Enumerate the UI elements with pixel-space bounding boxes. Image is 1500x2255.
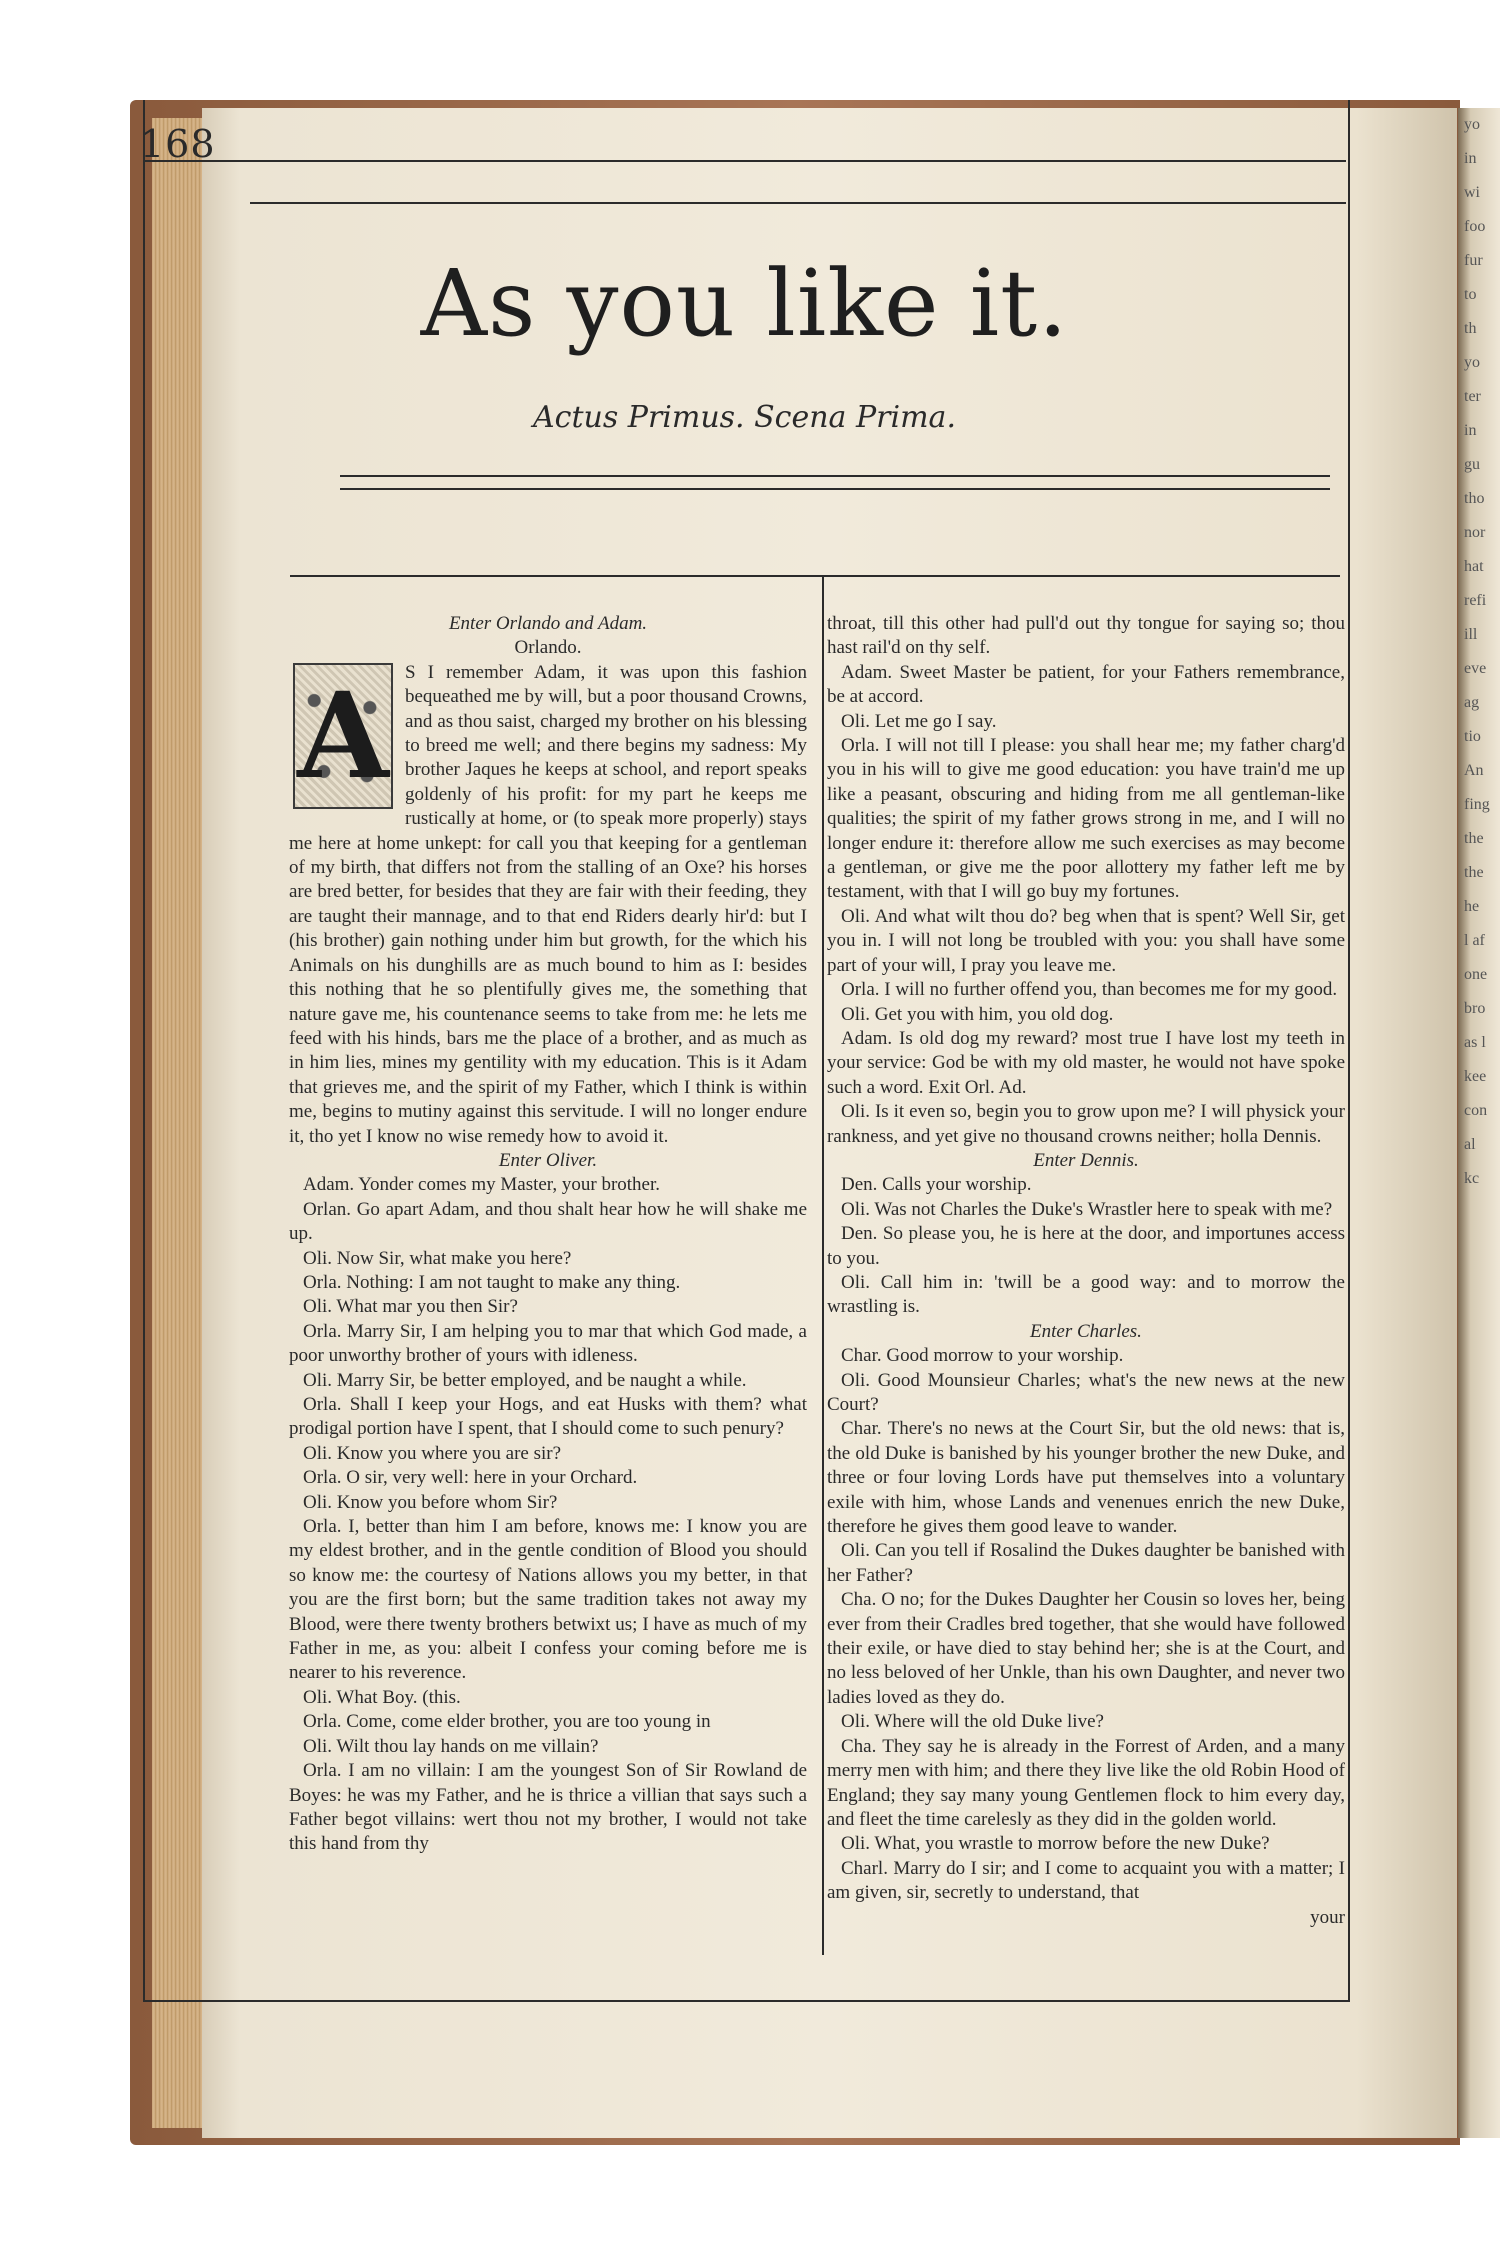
dialogue-line: Orla. Shall I keep your Hogs, and eat Husks with them? what prodigal portion have I spent, that I should come to such penury? [289, 1394, 807, 1440]
next-page-fragment: An [1464, 762, 1484, 779]
next-page-fragment: the [1464, 864, 1484, 881]
next-page-fragment: in [1464, 422, 1477, 439]
next-page-fragment: yo [1464, 116, 1480, 133]
dialogue-line: Oli. Get you with him, you old dog. [841, 1003, 1114, 1025]
dialogue-line: Oli. Let me go I say. [841, 710, 997, 732]
dialogue-line: Oli. Wilt thou lay hands on me villain? [303, 1735, 599, 1757]
speaker-name: Orlando. [514, 637, 582, 659]
opening-speech [289, 661, 807, 1149]
dialogue-line: Oli. What mar you then Sir? [303, 1296, 518, 1318]
next-page-fragment: nor [1464, 524, 1486, 541]
page-number: 168 [140, 122, 216, 166]
dialogue-line: Oli. Can you tell if Rosalind the Dukes daughter be banished with her Father? [827, 1540, 1345, 1586]
play-title: As you like it. [420, 250, 1069, 357]
next-page-fragment: as l [1464, 1034, 1486, 1051]
next-page-fragment: hat [1464, 558, 1484, 575]
stage-direction: Enter Orlando and Adam. [448, 613, 648, 634]
next-page-fragment: al [1464, 1136, 1476, 1153]
dialogue-line: Oli. Was not Charles the Duke's Wrastler here to speak with me? [841, 1198, 1333, 1220]
dialogue-line: throat, till this other had pull'd out thy tongue for saying so; thou hast rail'd on thy self. [827, 613, 1345, 659]
title-rule [340, 475, 1330, 477]
opening-speech-text: S I remember Adam, it was upon this fashion bequeathed me by will, but a poor thousand Crowns, and as thou saist, charged my brother on his blessing to breed me well; and there begins my sadness: My brother Jaques he keeps at school, and report speaks goldenly of his profit: for my part he keeps me rustically at home, or (to speak more properly) stays me here at home unkept: for call you that keeping for a gentleman of my birth, that differs not from the stalling of an Oxe? his horses are bred better, for besides that they are fair with their feeding, they are taught their mannage, and to that end Riders dearly hir'd: but I (his brother) gain nothing under him but growth, for the which his Animals on his dunghills are as much bound to him as I: besides this nothing that he so plentifully gives me, the something that nature gave me, his countenance seems to take from me: he lets me feed with his hinds, bars me the place of a brother, and as much as in him lies, mines my gentility with my education. This is it Adam that grieves me, and the spirit of my Father, which I think is within me, begins to mutiny against this servitude. I will no longer endure it, tho yet I know no wise remedy how to avoid it. [289, 661, 807, 1147]
next-page-fragment: ter [1464, 388, 1481, 405]
dialogue-line: Oli. And what wilt thou do? beg when that is spent? Well Sir, get you in. I will not long be troubled with you: you shall have some part of your will, I pray you leave me. [827, 905, 1345, 976]
next-page-fragments [1458, 108, 1500, 1196]
next-page-fragment: gu [1464, 456, 1480, 473]
act-rule [290, 575, 1340, 577]
next-page-fragment: yo [1464, 354, 1480, 371]
dialogue-line: Orla. O sir, very well: here in your Orchard. [303, 1467, 638, 1489]
dialogue-line: Oli. Is it even so, begin you to grow upon me? I will physick your rankness, and yet give no thousand crowns neither; holla Dennis. [827, 1101, 1345, 1147]
dialogue-line: Orla. I will not till I please: you shall hear me; my father charg'd you in his will to give me good education: you have train'd me up like a peasant, obscuring and hiding from me all gentleman-like qualities; the spirit of my father grows strong in me, and I will no longer endure it: therefore allow me such exercises as may become a gentleman, or give me the poor allottery my father left me by testament, with that I will go buy my fortunes. [827, 735, 1345, 903]
dialogue-line: Orlan. Go apart Adam, and thou shalt hear how he will shake me up. [289, 1198, 807, 1245]
stage-direction: Enter Dennis. [1033, 1149, 1139, 1171]
next-page-fragment: ill [1464, 626, 1478, 643]
header-rule-bottom [250, 202, 1346, 204]
next-page-fragment: kee [1464, 1068, 1487, 1085]
next-page-fragment: fing [1464, 796, 1490, 813]
next-page-fragment: tio [1464, 728, 1481, 745]
next-page-fragment: foo [1464, 218, 1486, 235]
dialogue-line: Oli. Know you where you are sir? [303, 1442, 562, 1464]
stage-direction: Enter Charles. [1030, 1320, 1142, 1342]
next-page-fragment: l af [1464, 932, 1485, 949]
next-page-fragment: ag [1464, 694, 1480, 711]
dialogue-line: Cha. O no; for the Dukes Daughter her Cousin so loves her, being ever from their Cradles bred together, that she would have followed their exile, or have died to stay behind her; she is at the Court, and no less beloved of her Unkle, than his own Daughter, and never two ladies loved as they do. [827, 1589, 1345, 1708]
dialogue-line: Cha. They say he is already in the Forrest of Arden, and a many merry men with him; and there they live like the old Robin Hood of England; they say many young Gentlemen flock to him every day, and fleet the time carelesly as they did in the golden world. [827, 1735, 1345, 1830]
dialogue-line: Oli. What, you wrastle to morrow before the new Duke? [841, 1833, 1270, 1855]
dialogue-line: Char. Good morrow to your worship. [841, 1345, 1124, 1367]
dialogue-line: Orla. I am no villain: I am the youngest Son of Sir Rowland de Boyes: he was my Father, and he is thrice a villian that says such a Father begot villains: wert thou not my brother, I would not take this hand from thy [289, 1760, 807, 1855]
dialogue-line: Oli. Good Mounsieur Charles; what's the new news at the new Court? [827, 1369, 1345, 1415]
next-page-fragment: kc [1464, 1170, 1480, 1187]
next-page-fragment: tho [1464, 490, 1485, 507]
next-page-fragment: wi [1464, 184, 1480, 201]
dialogue-line: Den. So please you, he is here at the door, and importunes access to you. [827, 1223, 1345, 1269]
dialogue-line: Orla. Come, come elder brother, you are too young in [303, 1711, 711, 1733]
next-page-fragment: con [1464, 1102, 1488, 1119]
title-rule-2 [340, 488, 1330, 490]
header-rule-top [143, 160, 1346, 162]
next-page-fragment: refi [1464, 592, 1487, 609]
next-page-fragment: in [1464, 150, 1477, 167]
dialogue-line: Orla. Marry Sir, I am helping you to mar that which God made, a poor unworthy brother of yours with idleness. [289, 1320, 807, 1367]
next-page-fragment: th [1464, 320, 1477, 337]
left-column [289, 612, 807, 1857]
dialogue-line: Orla. I will no further offend you, than becomes me for my good. [841, 979, 1338, 1001]
stage-direction: Enter Oliver. [498, 1149, 598, 1171]
dialogue-line: Adam. Yonder comes my Master, your brother. [303, 1174, 661, 1196]
dialogue-line: Char. There's no news at the Court Sir, but the old news: that is, the old Duke is banished by his younger brother the new Duke, and three or four loving Lords have put themselves into a voluntary exile with him, whose Lands and venenues enrich the new Duke, therefore he gives them good leave to wander. [827, 1418, 1345, 1538]
dialogue-line: Oli. Now Sir, what make you here? [303, 1247, 572, 1269]
column-divider [822, 577, 824, 1955]
dialogue-line: Oli. Know you before whom Sir? [303, 1491, 558, 1513]
dialogue-line: Orla. Nothing: I am not taught to make any thing. [303, 1271, 681, 1293]
floral-drop-cap-icon [293, 663, 393, 809]
dialogue-line: Charl. Marry do I sir; and I come to acquaint you with a matter; I am given, sir, secretly to understand, that [827, 1857, 1345, 1904]
dialogue-line: Adam. Is old dog my reward? most true I have lost my teeth in your service: God be with my old master, he would not have spoke such a word. Exit Orl. Ad. [827, 1027, 1345, 1098]
dialogue-line: Orla. I, better than him I am before, knows me: I know you are my eldest brother, and in the gentle condition of Blood you should so know me: the courtesy of Nations allows you my better, in that you are the first born; but the same tradition takes not away my Blood, were there twenty brothers betwixt us; I have as much of my Father in me, as you: albeit I confess your coming before me is nearer to his reverence. [289, 1516, 807, 1684]
dialogue-line: Oli. Where will the old Duke live? [841, 1711, 1104, 1733]
dialogue-line: Adam. Sweet Master be patient, for your Fathers remembrance, be at accord. [827, 661, 1345, 708]
dialogue-line: Oli. Call him in: 'twill be a good way: and to morrow the wrastling is. [827, 1271, 1345, 1318]
right-page-edge [1458, 108, 1500, 2138]
dialogue-line: Den. Calls your worship. [841, 1174, 1032, 1196]
next-page-fragment: fur [1464, 252, 1483, 269]
catchword: your [1310, 1906, 1345, 1928]
next-page-fragment: to [1464, 286, 1477, 303]
act-scene-heading: Actus Primus. Scena Prima. [533, 400, 956, 435]
next-page-fragment: bro [1464, 1000, 1486, 1017]
next-page-fragment: the [1464, 830, 1484, 847]
next-page-fragment: eve [1464, 660, 1487, 677]
next-page-fragment: he [1464, 898, 1480, 915]
right-column [827, 612, 1345, 1930]
dialogue-line: Oli. Marry Sir, be better employed, and be naught a while. [303, 1369, 747, 1391]
dialogue-line: Oli. What Boy. (this. [303, 1686, 461, 1708]
drop-cap-letter: A [297, 665, 389, 805]
next-page-fragment: one [1464, 966, 1488, 983]
